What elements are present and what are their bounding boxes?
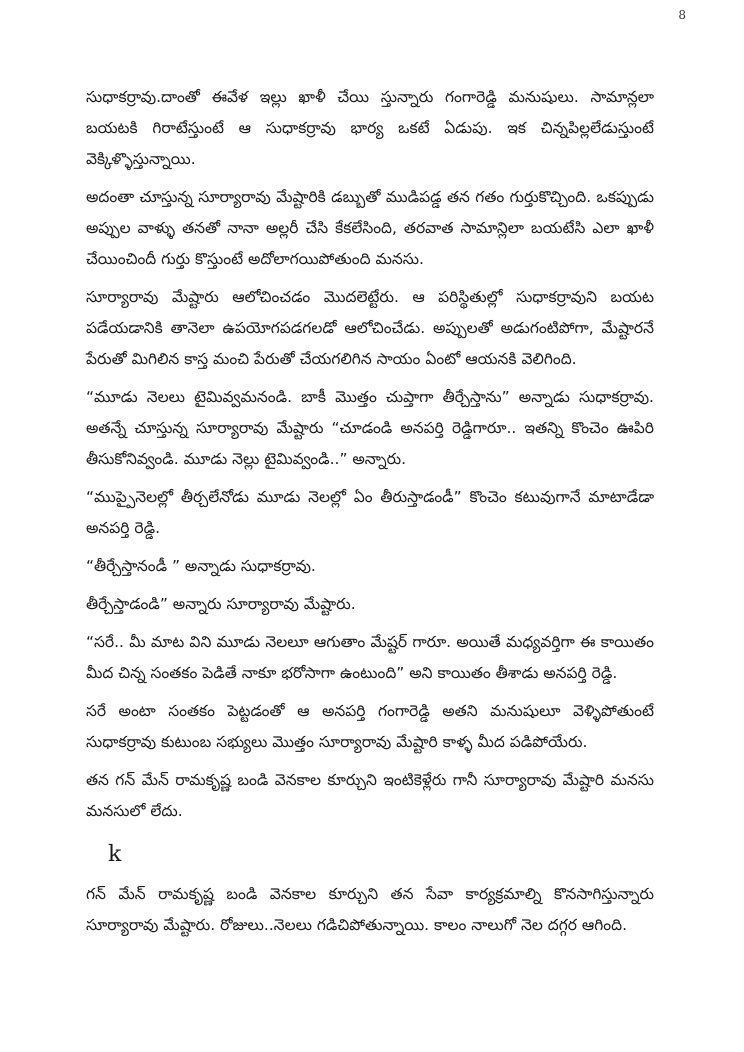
paragraph: తీర్చేస్తాడండి” అన్నారు సూర్యారావు మేష్టారు.: [86, 595, 356, 613]
paragraph: తన గన్ మేన్ రామకృష్ణ బండి వెనకాల కూర్చుని ఇంటికెళ్లేరు గానీ సూర్యారావు మేష్టారి మనసు మనసులో లేదు.: [86, 771, 654, 820]
paragraph: సూర్యారావు మేష్టారు ఆలోచించడం మొదలెట్టేరు. ఆ పరిస్థితుల్లో సుధాకర్రావుని బయట పడేయడానికి తానెలా ఉపయోగపడగలడో ఆలోచించేడు. అప్పులతో అడుగంటిపోగా, మేష్టారనే పేరుతో మిగిలిన కాస్త మంచి పేరుతో చేయగలిగిన సాయం ఏంటో ఆయనకి వెలిగింది.: [86, 288, 654, 368]
section-marker: k: [108, 842, 122, 867]
paragraph: “మూడు నెలలు టైమివ్వమనండి. బాకీ మొత్తం చుప్తాగా తీర్చేస్తాను” అన్నాడు సుధాకర్రావు. అతన్నే చూస్తున్న సూర్యారావు మేష్టారు “చూడండి అనపర్తి రెడ్డిగారూ.. ఇతన్ని కొంచెం ఊపిరి తీసుకోనివ్వండి. మూడు నెల్లు టైమివ్వండి..” అన్నారు.: [86, 388, 654, 468]
paragraph: సరే అంటా సంతకం పెట్టడంతో ఆ అనపర్తి గంగారెడ్డి అతని మనుషులూ వెళ్ళిపోతుంటే సుధాకర్రావు కుటుంబ సభ్యులు మొత్తం సూర్యారావు మేష్టారి కాళ్ళ మీద పడిపోయేరు.: [86, 702, 654, 751]
paragraph: “తీర్చేస్తానండీ ” అన్నాడు సుధాకర్రావు.: [86, 557, 316, 575]
paragraph: “ముప్పైనెలల్లో తీర్చలేనోడు మూడు నెలల్లో ఏం తీరుస్తాడండీ” కొంచెం కటువుగానే మాటాడేడా అనపర్తి రెడ్డి.: [86, 488, 654, 537]
paragraph: సుధాకర్రావు.దాంతో ఈవేళ ఇల్లు ఖాళీ చేయి స్తున్నారు గంగారెడ్డి మనుషులు. సామాన్లలా బయటకి గిరాటేస్తుంటే ఆ సుధాకర్రావు భార్య ఒకటే ఏడుపు. ఇక చిన్నపిల్లలేడుస్తుంటే వెక్కిళ్ళొస్తున్నాయి.: [86, 88, 654, 168]
paragraph: అదంతా చూస్తున్న సూర్యారావు మేష్టారికి డబ్బుతో ముడిపడ్డ తన గతం గుర్తుకొచ్చింది. ఒకప్పుడు అప్పుల వాళ్ళు తనతో నానా అల్లరీ చేసి కేకలేసింది, తరవాత సామాన్లిలా బయటేసి ఎలా ఖాళీ చేయించిందీ గుర్తు కొస్తుంటే అదోలాగయిపోతుంది మనసు.: [86, 188, 654, 268]
paragraph: గన్ మేన్ రామకృష్ణ బండి వెనకాల కూర్చుని తన సేవా కార్యక్రమాల్ని కొనసాగిస్తున్నారు సూర్యారావు మేష్టారు. రోజులు..నెలలు గడిచిపోతున్నాయి. కాలం నాలుగో నెల దగ్గర ఆగింది.: [86, 885, 654, 934]
page-body: [86, 82, 654, 948]
page-number: 8: [678, 8, 686, 22]
paragraph: “సరే.. మీ మాట విని మూడు నెలలూ ఆగుతాం మేష్టర్ గారూ. అయితే మధ్యవర్తిగా ఈ కాయితం మీద చిన్న సంతకం పెడితే నాకూ భరోసాగా ఉంటుంది” అని కాయితం తీశాడు అనపర్తి రెడ్డి.: [86, 633, 654, 682]
